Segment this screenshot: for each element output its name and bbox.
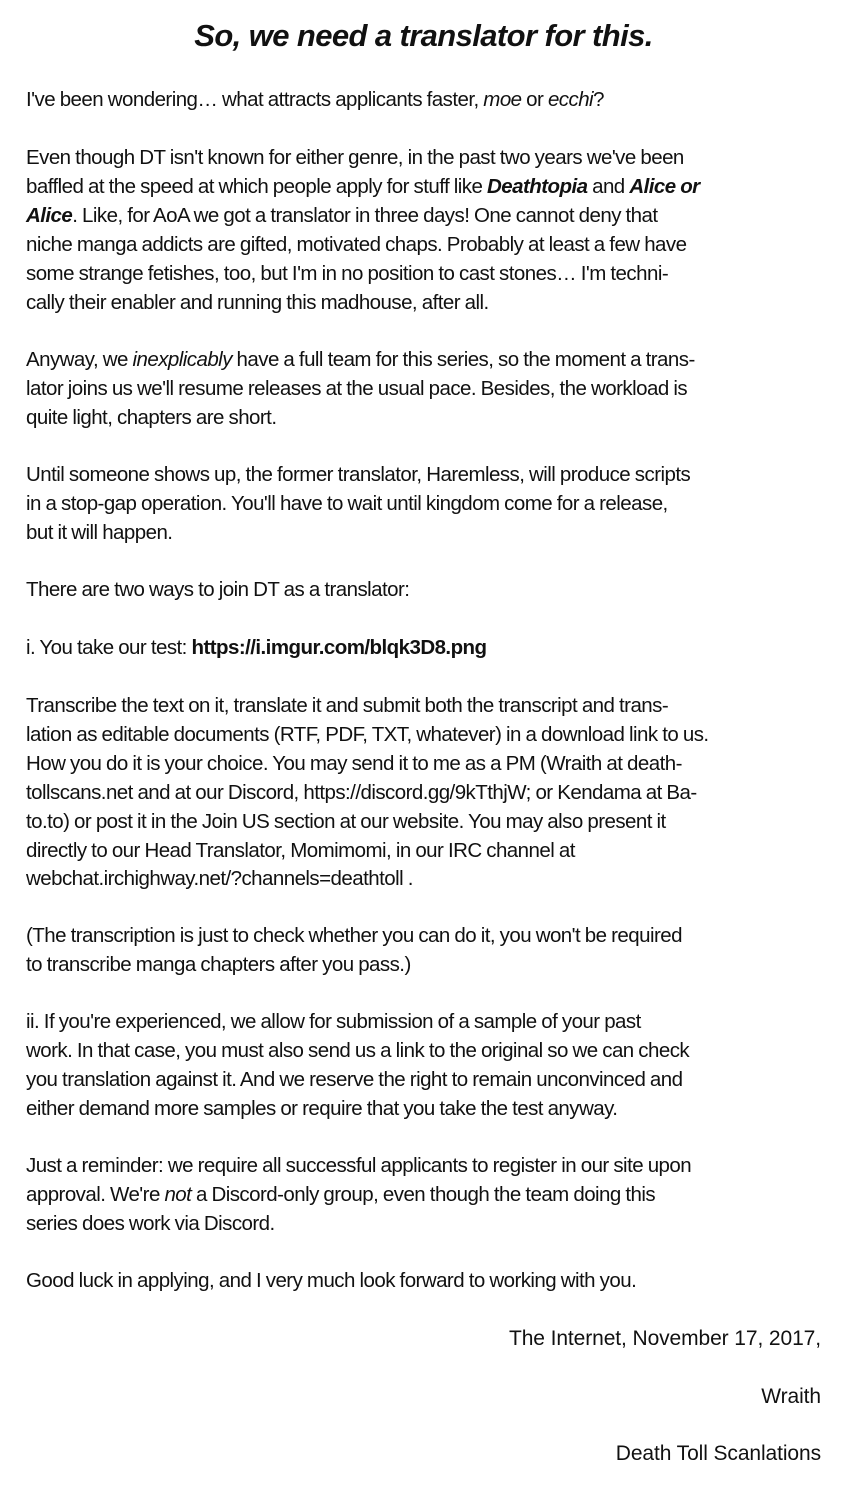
text-line: lation as editable documents (RTF, PDF, TXT, whatever) in a download link to us. xyxy=(26,722,709,746)
series-title-alice-or-alice: Alice or xyxy=(629,174,700,198)
page-title: So, we need a translator for this. xyxy=(194,18,653,53)
text-line: either demand more samples or require that you take the test anyway. xyxy=(26,1096,618,1120)
text-line: but it will happen. xyxy=(26,520,173,544)
signature-place-date: The Internet, November 17, 2017, xyxy=(509,1327,821,1350)
text-line: cally their enabler and running this madhouse, after all. xyxy=(26,290,489,314)
text-line xyxy=(26,634,822,663)
text-line: There are two ways to join DT as a translator: xyxy=(26,578,410,601)
emphasis-moe: moe xyxy=(483,88,522,111)
text-line xyxy=(26,86,822,115)
paragraph-reminder xyxy=(26,1152,822,1239)
text-run: i. You take our test: xyxy=(26,636,192,659)
text-run: a Discord-only group, even though the team doing this xyxy=(191,1182,656,1206)
series-title-deathtopia: Deathtopia xyxy=(487,174,588,198)
text-line: some strange fetishes, too, but I'm in no position to cast stones… I'm techni- xyxy=(26,261,669,285)
paragraph-option-test xyxy=(26,634,822,663)
text-line: work. In that case, you must also send us a link to the original so we can check xyxy=(26,1038,690,1062)
text-line: niche manga addicts are gifted, motivated chaps. Probably at least a few have xyxy=(26,232,687,256)
text-line: you translation against it. And we reserve the right to remain unconvinced and xyxy=(26,1067,683,1091)
text-run: or xyxy=(521,88,548,111)
text-run: . Like, for AoA we got a translator in three days! One cannot deny that xyxy=(72,203,658,227)
text-line: Good luck in applying, and I very much look forward to working with you. xyxy=(26,1269,637,1292)
text-run: approval. We're xyxy=(26,1182,165,1206)
text-line: ii. If you're experienced, we allow for submission of a sample of your past xyxy=(26,1010,641,1033)
text-line: directly to our Head Translator, Momimomi, in our IRC channel at xyxy=(26,838,575,862)
text-line: quite light, chapters are short. xyxy=(26,405,277,429)
text-line: to transcribe manga chapters after you pass.) xyxy=(26,952,411,976)
text-line: Until someone shows up, the former translator, Haremless, will produce scripts xyxy=(26,463,691,486)
text-line: to.to) or post it in the Join US section at our website. You may also present it xyxy=(26,809,666,833)
text-line: How you do it is your choice. You may send it to me as a PM (Wraith at death- xyxy=(26,751,682,775)
paragraph-instructions xyxy=(26,692,822,894)
text-line: Even though DT isn't known for either genre, in the past two years we've been xyxy=(26,146,684,169)
paragraph-intro xyxy=(26,86,822,115)
text-line: tollscans.net and at our Discord, https://discord.gg/9kTthjW; or Kendama at Ba- xyxy=(26,780,697,804)
paragraph-closing xyxy=(26,1267,822,1296)
text-run: I've been wondering… what attracts applicants faster, xyxy=(26,88,484,111)
text-run: ? xyxy=(593,88,604,111)
paragraph-transcription-note xyxy=(26,922,822,980)
signature-author: Wraith xyxy=(761,1385,821,1408)
text-line xyxy=(26,1181,822,1210)
test-link[interactable]: https://i.imgur.com/blqk3D8.png xyxy=(191,636,487,659)
text-line: Transcribe the text on it, translate it and submit both the transcript and trans- xyxy=(26,694,669,717)
series-title-alice-or-alice: Alice xyxy=(26,203,73,227)
text-line: webchat.irchighway.net/?channels=deathtoll . xyxy=(26,867,413,891)
text-line: (The transcription is just to check whether you can do it, you won't be required xyxy=(26,924,682,947)
paragraph-option-sample xyxy=(26,1008,822,1124)
text-line: Just a reminder: we require all successful applicants to register in our site upon xyxy=(26,1154,692,1177)
paragraph-stopgap xyxy=(26,461,822,548)
text-line xyxy=(26,202,822,231)
paragraph-genre xyxy=(26,144,822,317)
paragraph-team xyxy=(26,346,822,433)
text-run: and xyxy=(587,174,630,198)
text-line: series does work via Discord. xyxy=(26,1211,275,1235)
emphasis-ecchi: ecchi xyxy=(547,88,594,111)
text-run: have a full team for this series, so the moment a trans- xyxy=(231,348,695,371)
text-line: in a stop-gap operation. You'll have to wait until kingdom come for a release, xyxy=(26,491,668,515)
text-line: lator joins us we'll resume releases at the usual pace. Besides, the workload is xyxy=(26,376,688,400)
text-run: Anyway, we xyxy=(26,348,133,371)
text-line xyxy=(26,173,822,202)
emphasis-not: not xyxy=(164,1182,192,1206)
emphasis-inexplicably: inexplicably xyxy=(132,348,232,371)
text-run: baffled at the speed at which people apply for stuff like xyxy=(26,174,488,198)
paragraph-ways xyxy=(26,576,822,605)
signature-group: Death Toll Scanlations xyxy=(615,1442,821,1465)
text-line xyxy=(26,346,822,375)
